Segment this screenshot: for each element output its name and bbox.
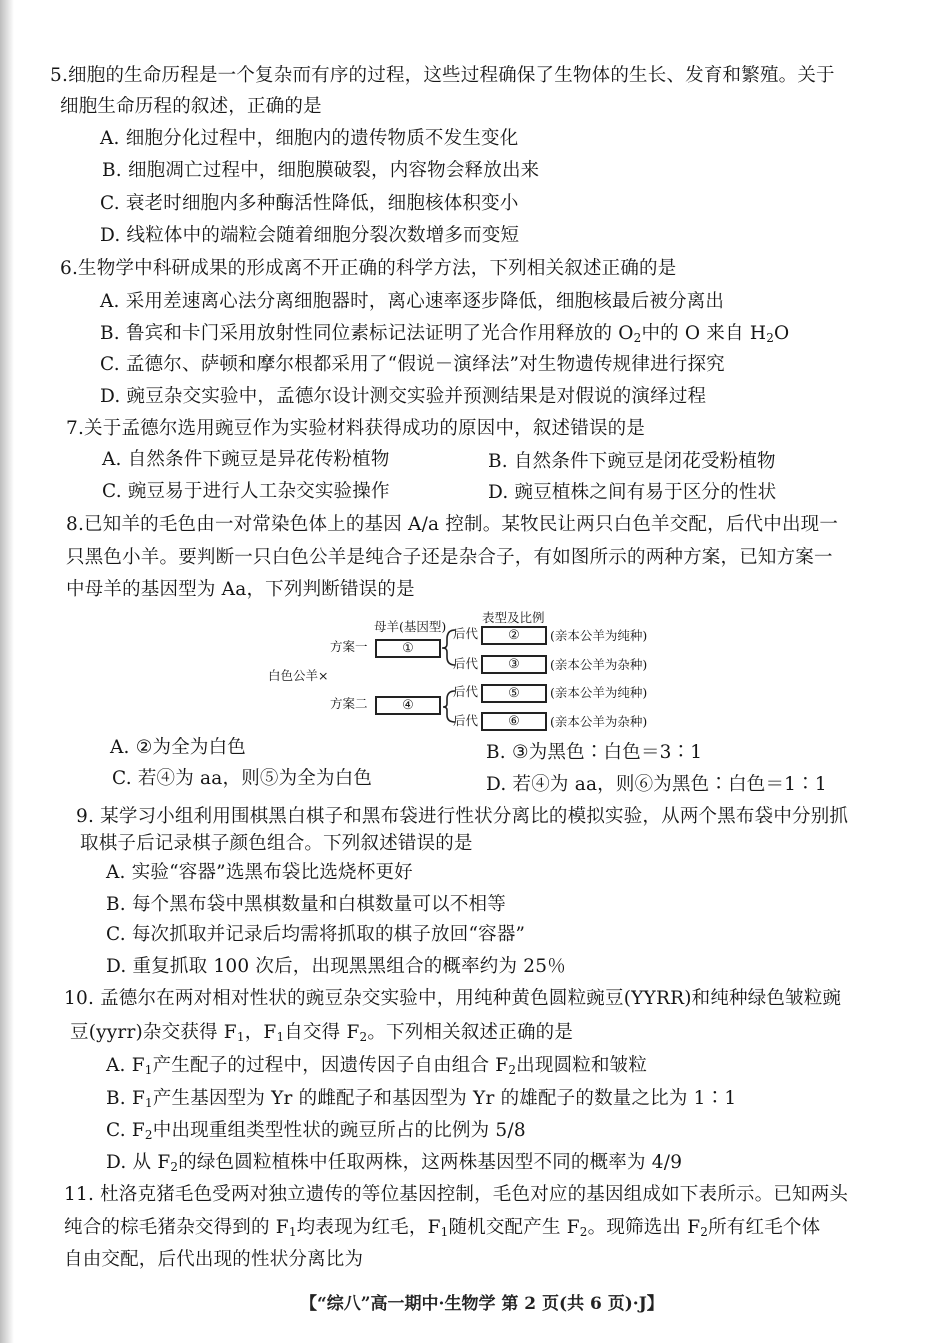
diagram-header-mother: 母羊(基因型) [374, 619, 447, 634]
diagram-box-6: ⑥ [481, 712, 547, 731]
q8-option-d: D. 若④为 aa，则⑥为黑色∶白色＝1∶1 [486, 774, 827, 795]
diagram-box-1: ① [375, 639, 441, 658]
q9-stem-line1: 9. 某学习小组利用围棋黑白棋子和黑布袋进行性状分离比的模拟实验，从两个黑布袋中分别抓 [76, 806, 849, 827]
page-footer: 【“综八”高一期中·生物学 第 2 页(共 6 页)·J】 [300, 1294, 664, 1314]
diagram-plan2-label: 方案二 [330, 696, 368, 711]
q5-stem-line1: 5.细胞的生命历程是一个复杂而有序的过程，这些过程确保了生物体的生长、发育和繁殖。关于 [50, 65, 835, 86]
q10-stem-line1: 10. 孟德尔在两对相对性状的豌豆杂交实验中，用纯种黄色圆粒豌豆(YYRR)和纯种绿色皱粒豌 [64, 988, 842, 1009]
diagram-offspring-1: 后代 [453, 626, 479, 641]
q6-stem: 6.生物学中科研成果的形成离不开正确的科学方法，下列相关叙述正确的是 [60, 258, 677, 279]
diagram-note-1: (亲本公羊为纯种) [550, 628, 648, 643]
q10-option-b: B. $F_1$产生基因型为 Yr 的雌配子和基因型为 Yr 的雄配子的数量之比为 1∶1 [106, 1088, 737, 1110]
q7-option-a: A. 自然条件下豌豆是异花传粉植物 [102, 449, 390, 470]
q11-stem-line1: 11. 杜洛克猪毛色受两对独立遗传的等位基因控制，毛色对应的基因组成如下表所示。已知两头 [64, 1184, 849, 1205]
q7-option-b: B. 自然条件下豌豆是闭花受粉植物 [488, 451, 776, 472]
diagram-box-5: ⑤ [481, 684, 547, 703]
q10-option-d: D. 从 $F_2$的绿色圆粒植株中任取两株，这两株基因型不同的概率为 4/9 [106, 1152, 683, 1174]
q11-stem-line2: 纯合的棕毛猪杂交得到的 $F_1$均表现为红毛，$F_1$随机交配产生 $F_2$。现筛选出 $F_2$所有红毛个体 [64, 1217, 821, 1239]
q8-option-c: C. 若④为 aa，则⑤为全为白色 [112, 768, 373, 789]
q5-option-b: B. 细胞凋亡过程中，细胞膜破裂，内容物会释放出来 [102, 160, 540, 181]
diagram-offspring-2: 后代 [453, 656, 479, 671]
q8-stem-line2: 只黑色小羊。要判断一只白色公羊是纯合子还是杂合子，有如图所示的两种方案，已知方案一 [66, 547, 833, 568]
q8-stem-line3: 中母羊的基因型为 Aa，下列判断错误的是 [66, 579, 415, 600]
diagram-box-2: ② [481, 626, 547, 645]
diagram-note-3: (亲本公羊为纯种) [550, 685, 648, 700]
q6-option-c: C. 孟德尔、萨顿和摩尔根都采用了“假说－演绎法”对生物遗传规律进行探究 [100, 354, 725, 375]
diagram-offspring-3: 后代 [453, 684, 479, 699]
q10-option-c: C. $F_2$中出现重组类型性状的豌豆所占的比例为 5/8 [106, 1120, 526, 1142]
q8-stem-line1: 8.已知羊的毛色由一对常染色体上的基因 A/a 控制。某牧民让两只白色羊交配，后代中出现一 [66, 514, 839, 535]
diagram-header-phenotype: 表型及比例 [482, 610, 545, 625]
diagram-offspring-4: 后代 [453, 713, 479, 728]
q7-stem: 7.关于孟德尔选用豌豆作为实验材料获得成功的原因中，叙述错误的是 [66, 418, 646, 439]
q7-option-d: D. 豌豆植株之间有易于区分的性状 [488, 482, 777, 503]
q5-stem-line2: 细胞生命历程的叙述，正确的是 [60, 96, 322, 117]
q9-option-c: C. 每次抓取并记录后均需将抓取的棋子放回“容器” [106, 924, 526, 945]
q7-option-c: C. 豌豆易于进行人工杂交实验操作 [102, 481, 390, 502]
q6-option-a: A. 采用差速离心法分离细胞器时，离心速率逐步降低，细胞核最后被分离出 [100, 291, 725, 312]
q8-option-b: B. ③为黑色∶白色＝3∶1 [486, 742, 703, 763]
q5-option-d: D. 线粒体中的端粒会随着细胞分裂次数增多而变短 [100, 225, 520, 246]
q11-stem-line3: 自由交配，后代出现的性状分离比为 [64, 1249, 364, 1270]
q5-option-a: A. 细胞分化过程中，细胞内的遗传物质不发生变化 [100, 128, 519, 149]
diagram-box-4: ④ [375, 696, 441, 715]
q9-option-b: B. 每个黑布袋中黑棋数量和白棋数量可以不相等 [106, 894, 506, 915]
q5-option-c: C. 衰老时细胞内多种酶活性降低，细胞核体积变小 [100, 193, 519, 214]
q9-stem-line2: 取棋子后记录棋子颜色组合。下列叙述错误的是 [80, 833, 473, 854]
q9-option-d: D. 重复抓取 100 次后，出现黑黑组合的概率约为 25％ [106, 956, 566, 977]
scan-edge-shadow [0, 0, 14, 1343]
diagram-white-ram-label: 白色公羊× [268, 668, 329, 683]
diagram-box-3: ③ [481, 655, 547, 674]
diagram-note-2: (亲本公羊为杂种) [550, 657, 648, 672]
diagram-plan1-label: 方案一 [330, 639, 368, 654]
q10-stem-line2: 豆(yyrr)杂交获得 $F_1$，$F_1$自交得 $F_2$。下列相关叙述正确的是 [70, 1022, 574, 1044]
q9-option-a: A. 实验“容器”选黑布袋比选烧杯更好 [106, 862, 413, 883]
q10-option-a: A. $F_1$产生配子的过程中，因遗传因子自由组合 $F_2$出现圆粒和皱粒 [106, 1055, 648, 1077]
diagram-note-4: (亲本公羊为杂种) [550, 714, 648, 729]
breeding-plan-diagram [250, 600, 710, 740]
q6-option-d: D. 豌豆杂交实验中，孟德尔设计测交实验并预测结果是对假说的演绎过程 [100, 386, 707, 407]
q6-option-b: B. 鲁宾和卡门采用放射性同位素标记法证明了光合作用释放的 $O_2$中的 O 来自 $H_2O$ [100, 323, 790, 345]
q8-option-a: A. ②为全为白色 [110, 737, 247, 758]
